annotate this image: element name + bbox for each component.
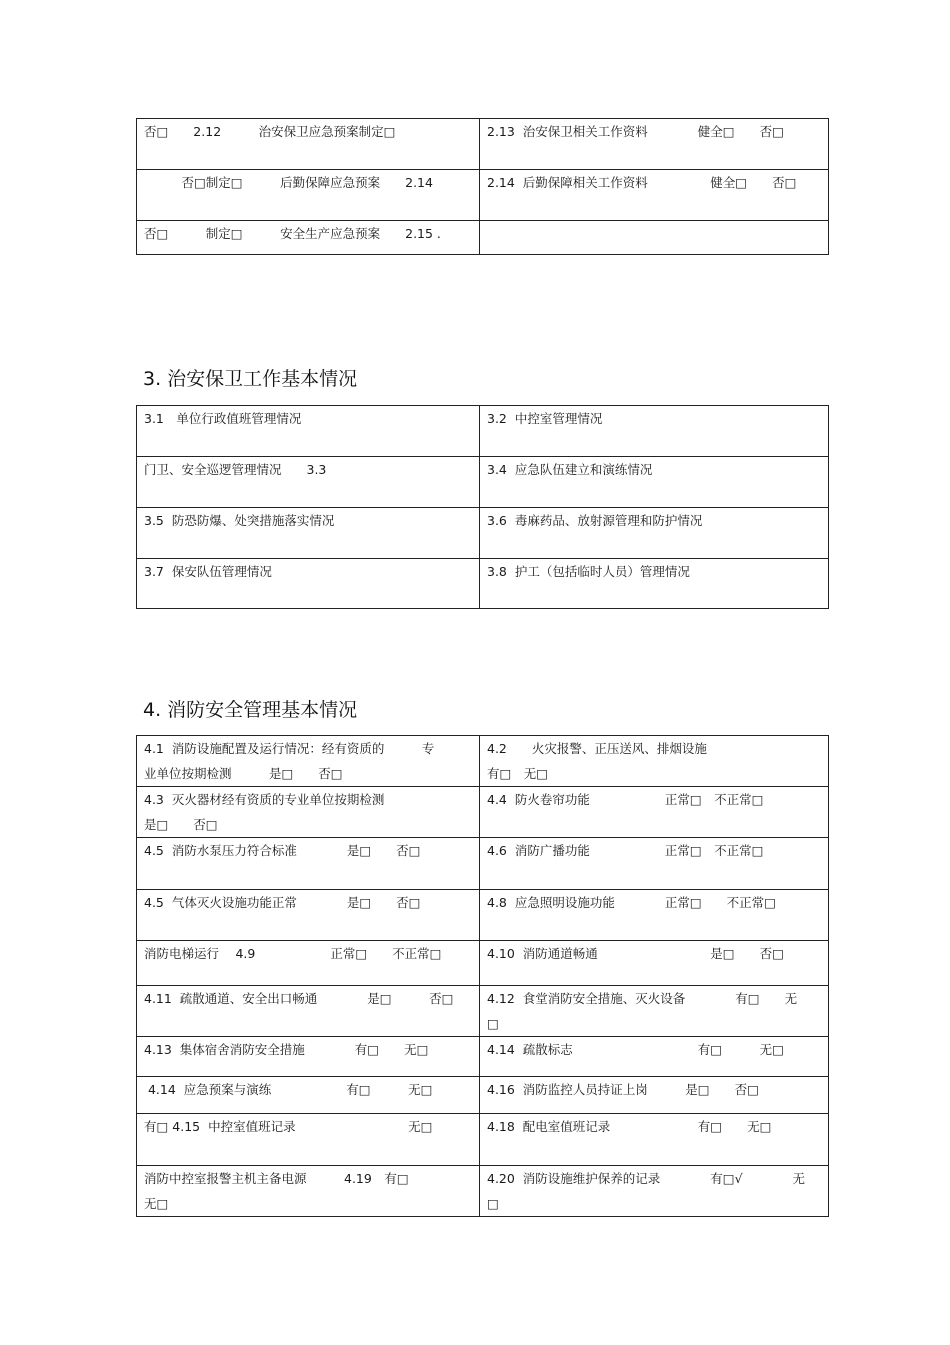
table-row xyxy=(137,221,829,255)
table-cell: 消防中控室报警主机主备电源 4.19 有□ 无□ xyxy=(137,1166,480,1217)
section-3-heading: 3. 治安保卫工作基本情况 xyxy=(143,368,358,390)
table-cell: 4.6 消防广播功能 正常□ 不正常□ xyxy=(480,838,829,890)
table-row xyxy=(137,1077,829,1114)
table-row xyxy=(137,457,829,508)
table-cell: 4.14 应急预案与演练 有□ 无□ xyxy=(137,1077,480,1114)
table-row xyxy=(137,559,829,609)
table-cell: 4.14 疏散标志 有□ 无□ xyxy=(480,1037,829,1077)
table-row xyxy=(137,1166,829,1217)
table-row xyxy=(137,890,829,941)
table-cell: 否□制定□ 后勤保障应急预案 2.14 xyxy=(137,170,480,221)
table-cell: 2.14 后勤保障相关工作资料 健全□ 否□ xyxy=(480,170,829,221)
fire-safety-table xyxy=(136,735,829,1217)
table-cell: 2.13 治安保卫相关工作资料 健全□ 否□ xyxy=(480,119,829,170)
table-cell: 4.1 消防设施配置及运行情况：经有资质的 专 业单位按期检测 是□ 否□ xyxy=(137,736,480,787)
table-cell: 消防电梯运行 4.9 正常□ 不正常□ xyxy=(137,941,480,986)
table-cell: 4.18 配电室值班记录 有□ 无□ xyxy=(480,1114,829,1166)
table-cell: 3.4 应急队伍建立和演练情况 xyxy=(480,457,829,508)
table-cell: 4.20 消防设施维护保养的记录 有□√ 无 □ xyxy=(480,1166,829,1217)
table-row xyxy=(137,941,829,986)
table-row xyxy=(137,986,829,1037)
table-cell: 4.16 消防监控人员持证上岗 是□ 否□ xyxy=(480,1077,829,1114)
table-cell: 4.12 食堂消防安全措施、灭火设备 有□ 无 □ xyxy=(480,986,829,1037)
table-cell: 4.13 集体宿舍消防安全措施 有□ 无□ xyxy=(137,1037,480,1077)
table-row xyxy=(137,787,829,838)
table-cell: 3.1 单位行政值班管理情况 xyxy=(137,406,480,457)
security-work-table xyxy=(136,405,829,609)
table-cell: 否□ 制定□ 安全生产应急预案 2.15 . xyxy=(137,221,480,255)
table-cell: 4.2 火灾报警、正压送风、排烟设施 有□ 无□ xyxy=(480,736,829,787)
table-row xyxy=(137,838,829,890)
table-cell: 有□ 4.15 中控室值班记录 无□ xyxy=(137,1114,480,1166)
table-cell: 3.6 毒麻药品、放射源管理和防护情况 xyxy=(480,508,829,559)
table-cell: 3.5 防恐防爆、处突措施落实情况 xyxy=(137,508,480,559)
table-cell: 门卫、安全巡逻管理情况 3.3 xyxy=(137,457,480,508)
table-cell: 4.5 气体灭火设施功能正常 是□ 否□ xyxy=(137,890,480,941)
section-4-heading: 4. 消防安全管理基本情况 xyxy=(143,699,358,721)
table-cell: 3.7 保安队伍管理情况 xyxy=(137,559,480,609)
table-row xyxy=(137,736,829,787)
table-cell: 4.4 防火卷帘功能 正常□ 不正常□ xyxy=(480,787,829,838)
table-cell: 4.5 消防水泵压力符合标准 是□ 否□ xyxy=(137,838,480,890)
table-cell: 4.11 疏散通道、安全出口畅通 是□ 否□ xyxy=(137,986,480,1037)
table-cell: 4.3 灭火器材经有资质的专业单位按期检测 是□ 否□ xyxy=(137,787,480,838)
table-row xyxy=(137,170,829,221)
table-cell: 4.10 消防通道畅通 是□ 否□ xyxy=(480,941,829,986)
table-row xyxy=(137,1114,829,1166)
table-row xyxy=(137,508,829,559)
table-row xyxy=(137,406,829,457)
table-cell: 3.2 中控室管理情况 xyxy=(480,406,829,457)
table-row xyxy=(137,1037,829,1077)
table-cell: 3.8 护工（包括临时人员）管理情况 xyxy=(480,559,829,609)
table-cell xyxy=(480,221,829,255)
emergency-plans-table xyxy=(136,118,829,255)
table-cell: 4.8 应急照明设施功能 正常□ 不正常□ xyxy=(480,890,829,941)
table-row xyxy=(137,119,829,170)
table-cell: 否□ 2.12 治安保卫应急预案制定□ xyxy=(137,119,480,170)
